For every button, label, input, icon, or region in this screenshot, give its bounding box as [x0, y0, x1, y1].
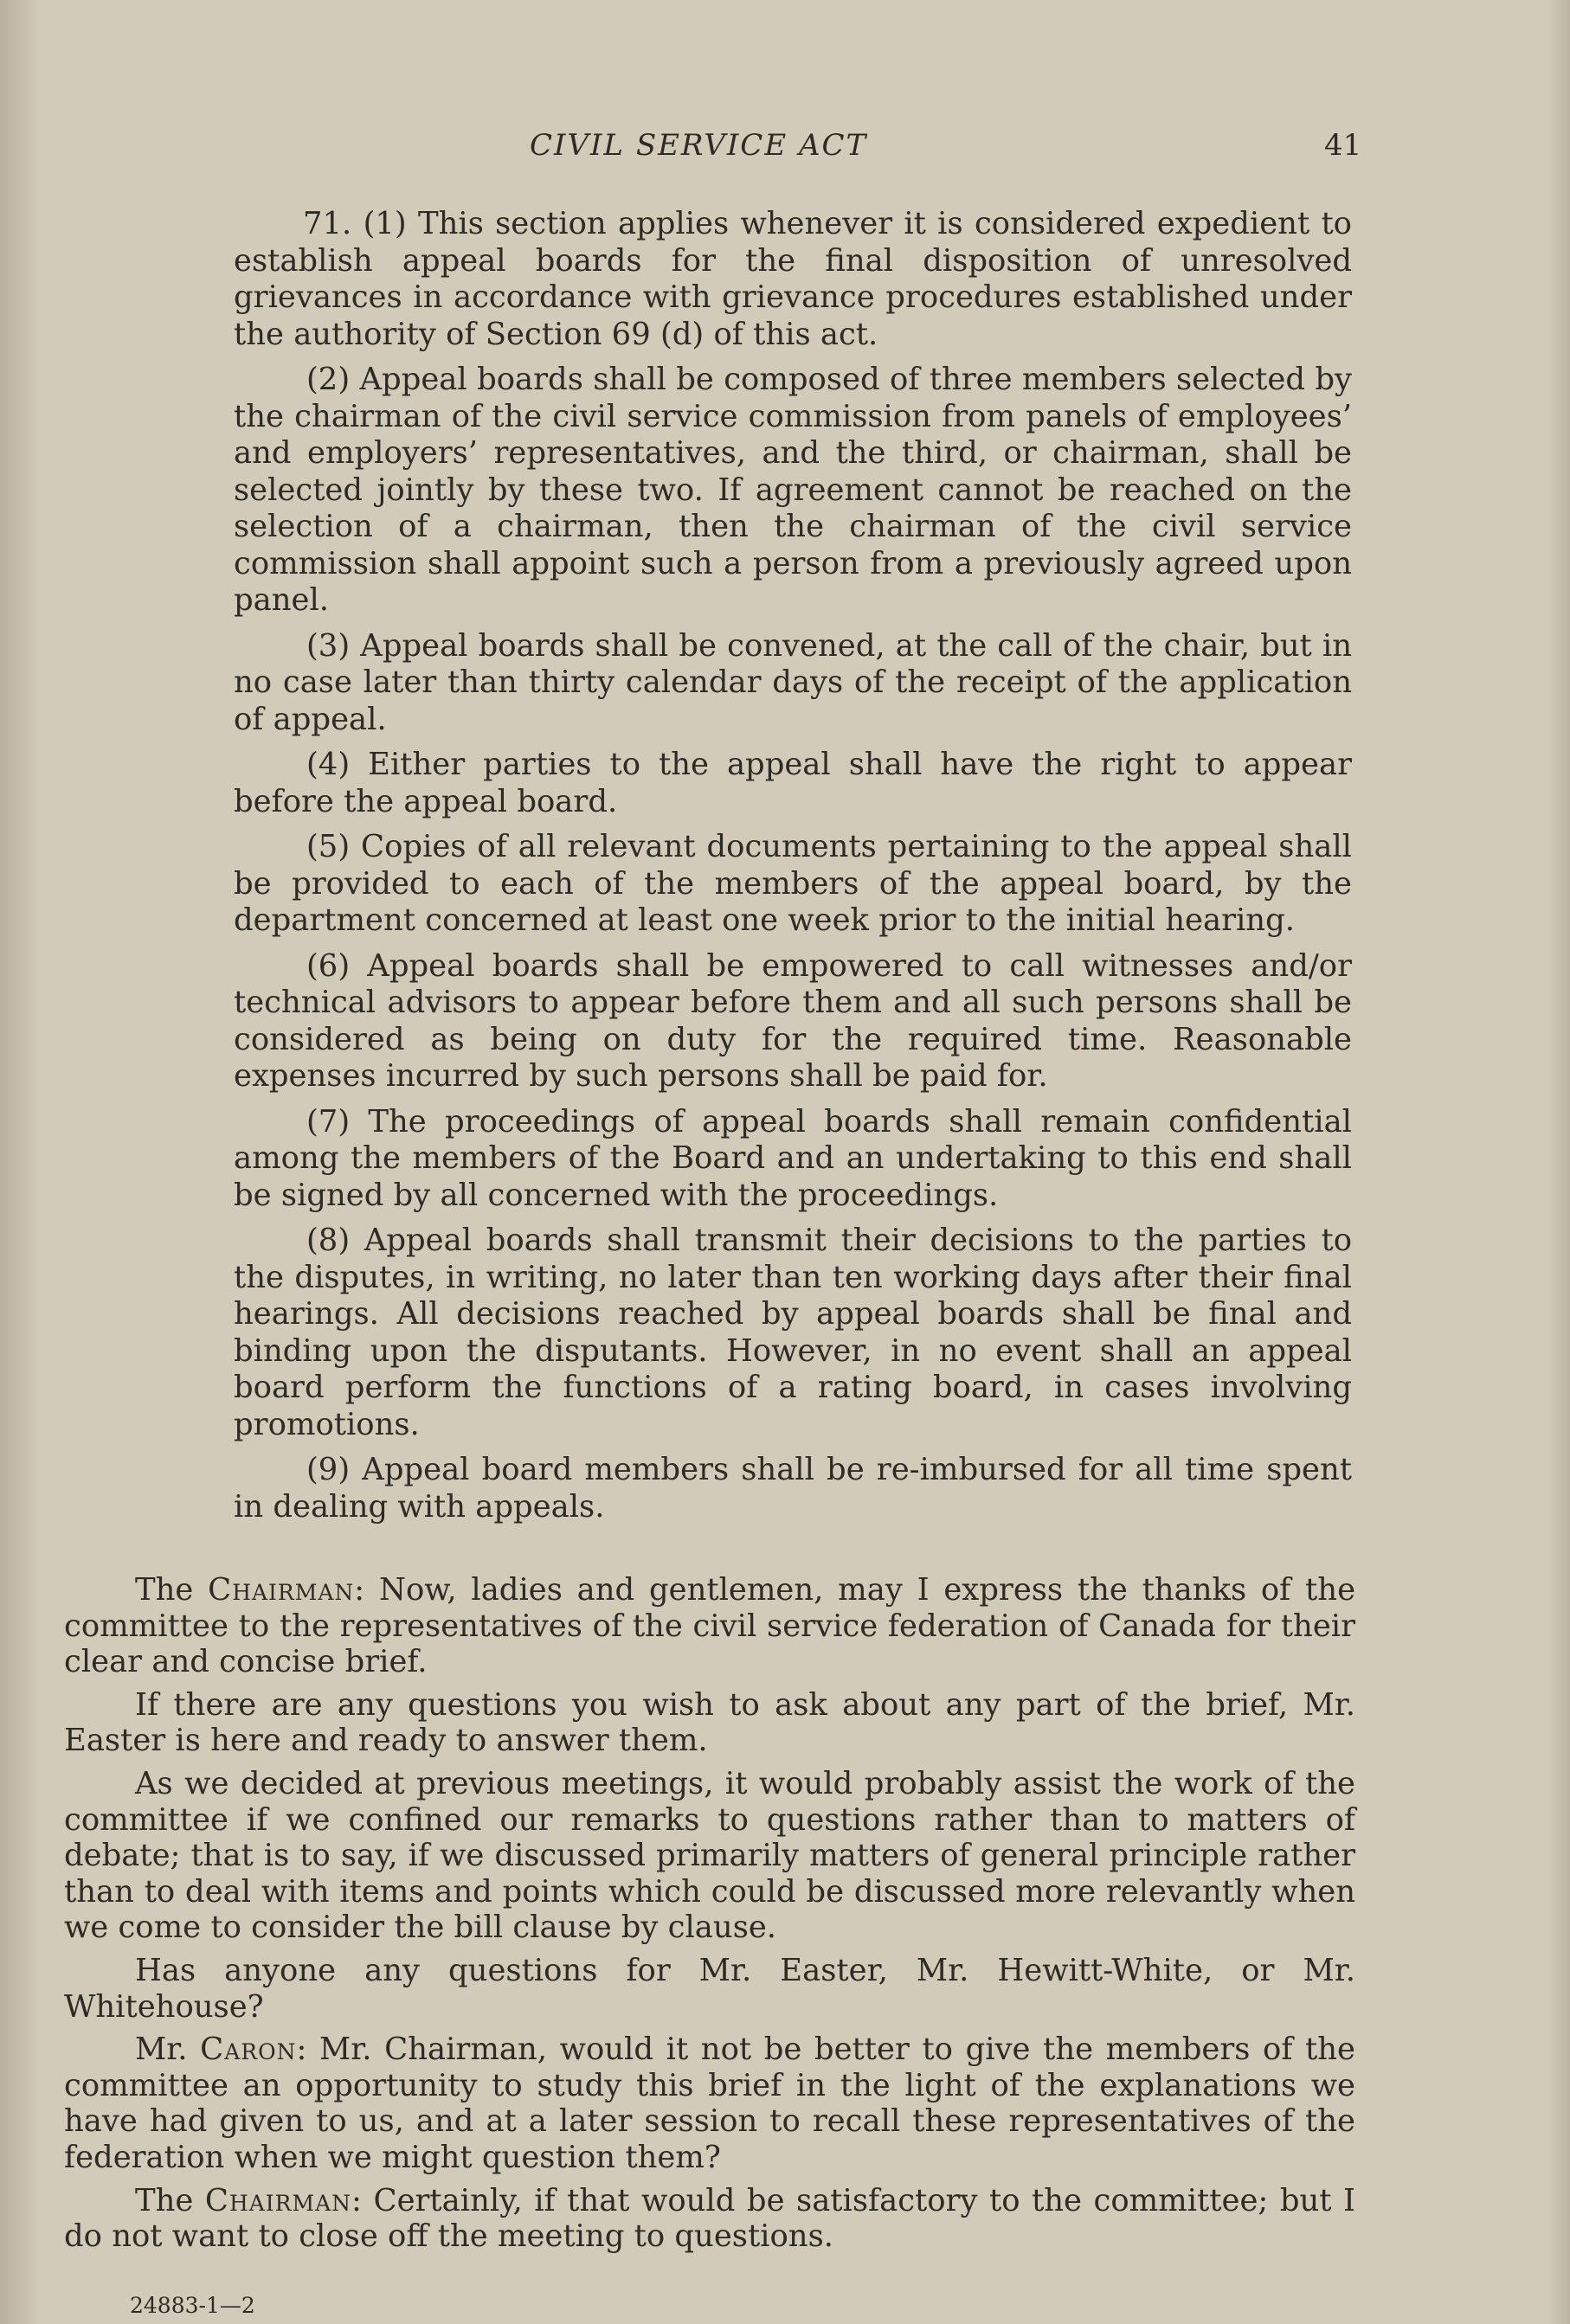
questions-paragraph: If there are any questions you wish to ask about any part of the brief, Mr. Easter is here and ready to answer them. — [64, 1686, 1355, 1759]
running-title: CIVIL SERVICE ACT — [530, 128, 868, 163]
running-header — [0, 128, 1570, 171]
procedure-paragraph: As we decided at previous meetings, it would probably assist the work of the committee if we confined our remarks to questions rather than to matters of debate; that is to say, if we discussed primarily matters of general principle rather than to deal with items and points which could be discussed more relevantly when we come to consider the bill clause by clause. — [64, 1765, 1355, 1946]
section-71-subsection-2: (2) Appeal boards shall be composed of three members selected by the chairman of the civil service commission from panels of employees’ and employers’ representatives, and the third, or chairman, shall be selected jointly by these two. If agreement cannot be reached on the selection of a chairman, then the chairman of the civil service commission shall appoint such a person from a previously agreed upon panel. — [234, 362, 1352, 618]
section-71-subsection-7: (7) The proceedings of appeal boards shall remain confidential among the members of the Board and an undertaking to this end shall be signed by all concerned with the proceedings. — [234, 1103, 1352, 1213]
caron-paragraph — [64, 2032, 1355, 2175]
page-edge-shadow — [1547, 0, 1570, 2324]
print-signature-code: 24883-1—2 — [130, 2293, 255, 2318]
speaker-prefix: The — [135, 1572, 209, 1608]
proceedings-dialogue — [64, 1572, 1355, 2262]
binding-shadow — [0, 0, 40, 2324]
speaker-prefix: Mr. — [135, 2032, 201, 2068]
section-71-subsection-4: (4) Either parties to the appeal shall have the right to appear before the appeal board. — [234, 747, 1352, 819]
speech-text: : Certainly, if that would be satisfactory to the committee; but I do not want to close off the meeting to questions. — [64, 2182, 1356, 2255]
section-71-subsection-3: (3) Appeal boards shall be convened, at the call of the chair, but in no case later than thirty calendar days of the receipt of the application of appeal. — [234, 627, 1352, 737]
speaker-prefix: The — [135, 2182, 205, 2218]
anyone-questions-paragraph: Has anyone any questions for Mr. Easter, Mr. Hewitt-White, or Mr. Whitehouse? — [64, 1952, 1355, 2025]
chairman-thanks-paragraph — [64, 1572, 1355, 1680]
speaker-name: Chairman — [208, 1572, 355, 1608]
section-71-subsection-9: (9) Appeal board members shall be re-imbursed for all time spent in dealing with appeals. — [234, 1452, 1352, 1525]
section-71-text — [234, 206, 1352, 1534]
speech-text: : Now, ladies and gentlemen, may I express the thanks of the committee to the representatives of the civil service federation of Canada for their clear and concise brief. — [64, 1572, 1356, 1680]
section-71-subsection-8: (8) Appeal boards shall transmit their decisions to the parties to the disputes, in writing, no later than ten working days after their final hearings. All decisions reached by appeal boards shall be final and binding upon the disputants. However, in no event shall an appeal board perform the functions of a rating board, in cases involving promotions. — [234, 1223, 1352, 1442]
speech-text: : Mr. Chairman, would it not be better to give the members of the committee an opportunity to study this brief in the light of the explanations we have had given to us, and at a later session to recall these representatives of the federation when we might question them? — [64, 2032, 1356, 2175]
section-71-subsection-1: 71. (1) This section applies whenever it is considered expedient to establish appeal boards for the final disposition of unresolved grievances in accordance with grievance procedures established under the authority of Section 69 (d) of this act. — [234, 206, 1352, 352]
chairman-reply-paragraph — [64, 2183, 1355, 2255]
section-71-subsection-5: (5) Copies of all relevant documents pertaining to the appeal shall be provided to each of the members of the appeal board, by the department concerned at least one week prior to the initial hearing. — [234, 829, 1352, 938]
speaker-name: Chairman — [204, 2182, 352, 2218]
speaker-name: Caron — [200, 2032, 297, 2068]
section-71-subsection-6: (6) Appeal boards shall be empowered to call witnesses and/or technical advisors to appear before them and all such persons shall be considered as being on duty for the required time. Reasonable expenses incurred by such persons shall be paid for. — [234, 947, 1352, 1094]
page-number: 41 — [1324, 128, 1362, 163]
